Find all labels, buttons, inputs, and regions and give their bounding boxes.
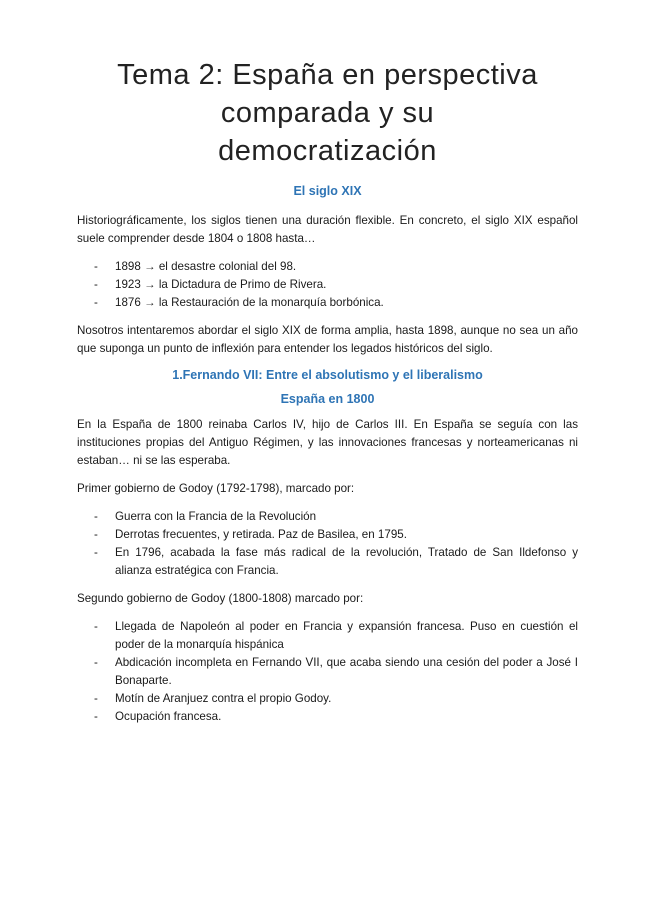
paragraph-abordar: Nosotros intentaremos abordar el siglo XIX de forma amplia, hasta 1898, aunque no sea un año que suponga un punto de inflexión para entender los legados históricos del siglo. (77, 324, 578, 355)
page-title (77, 56, 578, 170)
list-item: - Ocupación francesa. (77, 708, 578, 726)
paragraph-1800: En la España de 1800 reinaba Carlos IV, hijo de Carlos III. En España se seguía con las instituciones propias del Antiguo Régimen, y las innovaciones francesas y norteamericanas ni estaban… ni se las esperaba. (77, 418, 578, 467)
paragraph-intro: Historiográficamente, los siglos tienen una duración flexible. En concreto, el siglo XIX español suele comprender desde 1804 o 1808 hasta… (77, 214, 578, 245)
list-item: - Abdicación incompleta en Fernando VII, que acaba siendo una cesión del poder a José I Bonaparte. (77, 654, 578, 690)
list-item: - 1923 → la Dictadura de Primo de Rivera. (77, 276, 578, 294)
section-heading-siglo-xix: El siglo XIX (293, 184, 362, 198)
list-item: - Motín de Aranjuez contra el propio Godoy. (77, 690, 578, 708)
list-item: - 1898 → el desastre colonial del 98. (77, 258, 578, 276)
list-item: - Guerra con la Francia de la Revolución (77, 508, 578, 526)
segundo-gobierno-list (77, 618, 578, 726)
list-item: - En 1796, acabada la fase más radical de la revolución, Tratado de San Ildefonso y alianza estratégica con Francia. (77, 544, 578, 580)
list-item: - 1876 → la Restauración de la monarquía borbónica. (77, 294, 578, 312)
heading-espana-1800: España en 1800 (280, 392, 375, 406)
title-line-2: democratización (218, 135, 437, 167)
document-page (0, 56, 655, 904)
title-line-1: Tema 2: España en perspectiva comparada y su (117, 59, 538, 129)
heading-fernando-vii: 1.Fernando VII: Entre el absolutismo y el liberalismo (172, 368, 483, 382)
dates-list (77, 258, 578, 312)
primer-gobierno-list (77, 508, 578, 580)
paragraph-primer-gobierno: Primer gobierno de Godoy (1792-1798), marcado por: (77, 482, 355, 495)
list-item: - Derrotas frecuentes, y retirada. Paz de Basilea, en 1795. (77, 526, 578, 544)
paragraph-segundo-gobierno: Segundo gobierno de Godoy (1800-1808) marcado por: (77, 592, 364, 605)
list-item: - Llegada de Napoleón al poder en Francia y expansión francesa. Puso en cuestión el poder de la monarquía hispánica (77, 618, 578, 654)
